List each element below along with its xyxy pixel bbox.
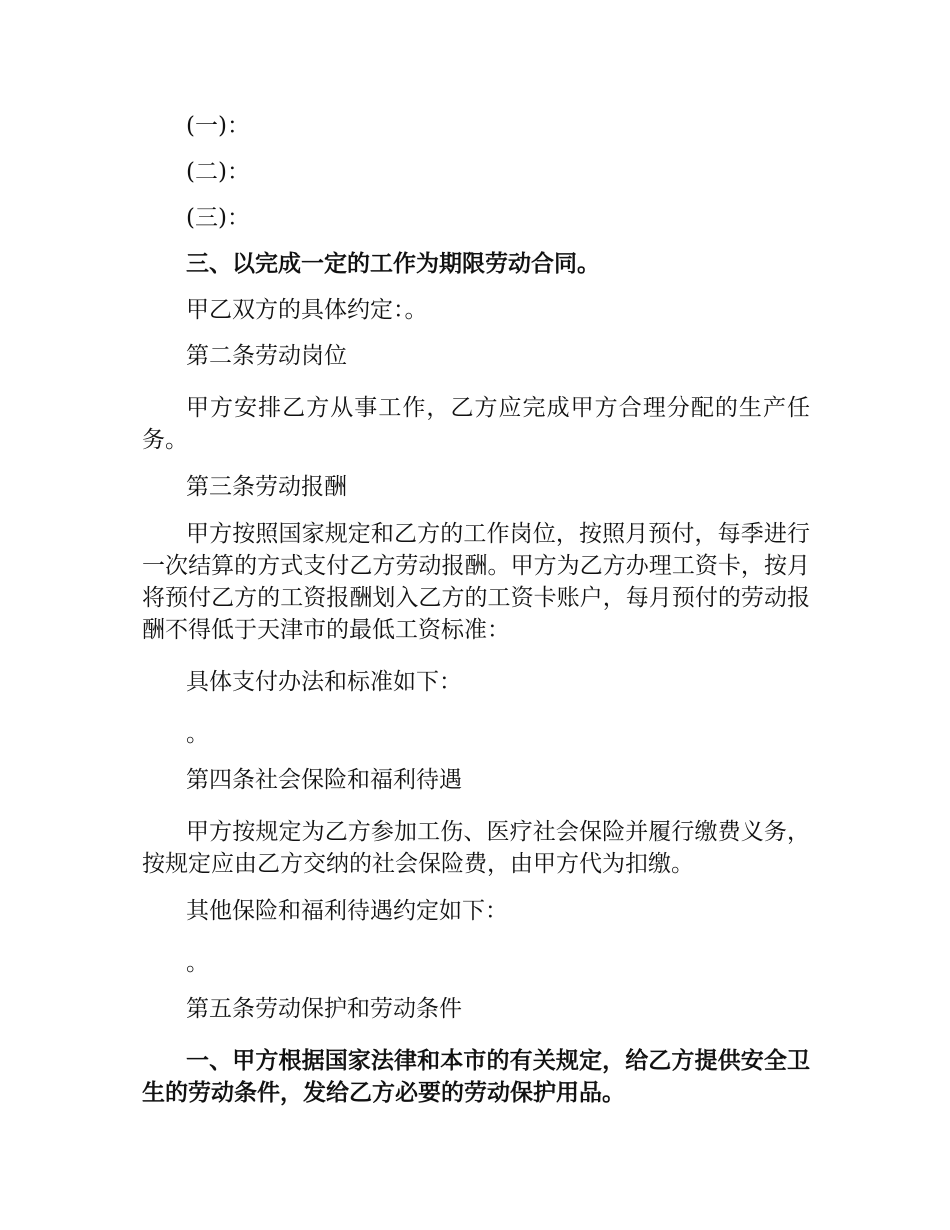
article-2-heading: 第二条劳动岗位 [186,343,347,369]
article-3-text: 甲方按照国家规定和乙方的工作岗位，按照月预付，每季进行一次结算的方式支付乙方劳动报酬。甲方为乙方办理工资卡，按月将预付乙方的工资报酬划入乙方的工资卡账户，每月预付的劳动报酬不得低于天津市的最低工资标准： [142,521,810,643]
other-welfare-text: 其他保险和福利待遇约定如下： [186,898,508,924]
contract-type-heading: 三、以完成一定的工作为期限劳动合同。 [186,250,600,277]
article-2-text: 甲方安排乙方从事工作，乙方应完成甲方合理分配的生产任务。 [142,395,810,453]
article-5-heading: 第五条劳动保护和劳动条件 [186,996,462,1022]
article-4-heading: 第四条社会保险和福利待遇 [186,767,462,793]
document-body [142,110,810,1109]
article-4-text: 甲方按规定为乙方参加工伤、医疗社会保险并履行缴费义务，按规定应由乙方交纳的社会保险费，由甲方代为扣缴。 [142,819,810,877]
clause-item-1: (一)： [186,113,250,139]
clause-item-2: (二)： [186,159,250,185]
specific-agreement-text: 甲乙双方的具体约定：。 [186,297,428,323]
labor-protection-text: 一、甲方根据国家法律和本市的有关规定，给乙方提供安全卫生的劳动条件，发给乙方必要的劳动保护用品。 [142,1047,810,1106]
blank-line-2: 。 [186,950,209,976]
blank-line-1: 。 [186,721,209,747]
article-3-heading: 第三条劳动报酬 [186,474,347,500]
payment-method-text: 具体支付办法和标准如下： [186,669,462,695]
clause-item-3: (三)： [186,205,250,231]
